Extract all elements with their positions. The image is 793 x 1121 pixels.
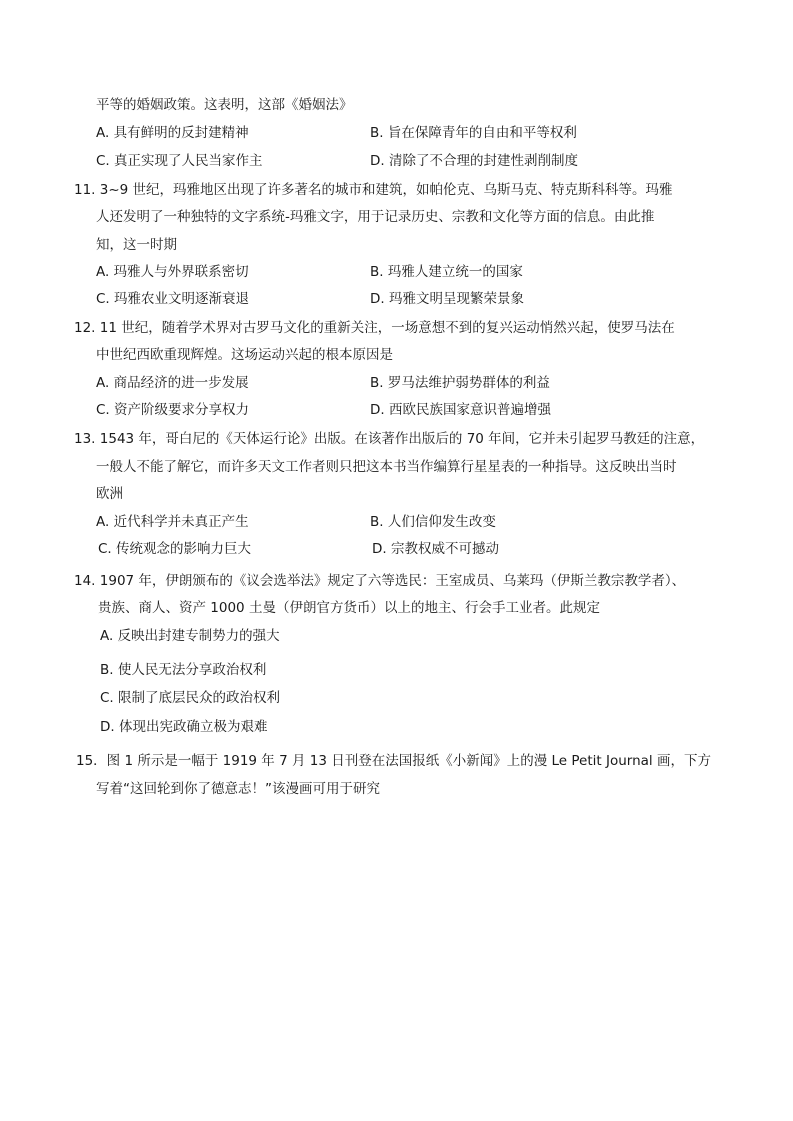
q15-stem-line-2: 写着“这回轮到你了德意志！”该漫画可用于研究 xyxy=(96,781,380,797)
q15-stem-line-1: 15．图 1 所示是一幅于 1919 年 7 月 13 日刊登在法国报纸《小新闻》上的漫 Le Petit Journal 画，下方 xyxy=(76,753,711,769)
q13-option-b[interactable]: B. 人们信仰发生改变 xyxy=(370,514,496,530)
q10-option-a[interactable]: A. 具有鲜明的反封建精神 xyxy=(96,125,249,141)
q12-option-c[interactable]: C. 资产阶级要求分享权力 xyxy=(96,402,250,418)
q11-option-c[interactable]: C. 玛雅农业文明逐渐衰退 xyxy=(96,291,250,307)
q14-option-c[interactable]: C. 限制了底层民众的政治权利 xyxy=(100,690,281,706)
q13-option-c[interactable]: C. 传统观念的影响力巨大 xyxy=(98,541,252,557)
q11-stem-line-3: 知，这一时期 xyxy=(96,237,177,253)
q10-option-d[interactable]: D. 清除了不合理的封建性剥削制度 xyxy=(370,153,578,169)
q12-stem-line-1: 12. 11 世纪，随着学术界对古罗马文化的重新关注，一场意想不到的复兴运动悄然兴起，使罗马法在 xyxy=(74,320,675,336)
q11-option-b[interactable]: B. 玛雅人建立统一的国家 xyxy=(370,264,523,280)
q11-option-d[interactable]: D. 玛雅文明呈现繁荣景象 xyxy=(370,291,524,307)
q11-stem-line-1: 11. 3~9 世纪，玛雅地区出现了许多著名的城市和建筑，如帕伦克、乌斯马克、特克斯科科等。玛雅 xyxy=(74,182,673,198)
q13-stem-line-2: 一般人不能了解它，而许多天文工作者则只把这本书当作编算行星星表的一种指导。这反映出当时 xyxy=(96,459,677,475)
q14-stem-line-1: 14. 1907 年，伊朗颁布的《议会选举法》规定了六等选民：王室成员、乌莱玛（伊斯兰教宗教学者）、 xyxy=(74,573,686,589)
q14-option-d[interactable]: D. 体现出宪政确立极为艰难 xyxy=(100,719,268,735)
q12-option-b[interactable]: B. 罗马法维护弱势群体的利益 xyxy=(370,375,550,391)
q13-stem-line-3: 欧洲 xyxy=(96,486,123,502)
q12-option-d[interactable]: D. 西欧民族国家意识普遍增强 xyxy=(370,402,551,418)
q12-stem-line-2: 中世纪西欧重现辉煌。这场运动兴起的根本原因是 xyxy=(96,347,393,363)
q10-stem-continuation: 平等的婚姻政策。这表明，这部《婚姻法》 xyxy=(96,97,353,113)
q13-option-d[interactable]: D. 宗教权威不可撼动 xyxy=(372,541,499,557)
q13-stem-line-1: 13. 1543 年，哥白尼的《天体运行论》出版。在该著作出版后的 70 年间，它并未引起罗马教廷的注意， xyxy=(74,431,705,447)
q14-option-b[interactable]: B. 使人民无法分享政治权利 xyxy=(100,662,267,678)
q11-stem-line-2: 人还发明了一种独特的文字系统-玛雅文字，用于记录历史、宗教和文化等方面的信息。由此推 xyxy=(96,209,655,225)
q14-option-a[interactable]: A. 反映出封建专制势力的强大 xyxy=(100,628,280,644)
q10-option-b[interactable]: B. 旨在保障青年的自由和平等权利 xyxy=(370,125,577,141)
q12-option-a[interactable]: A. 商品经济的进一步发展 xyxy=(96,375,249,391)
q14-stem-line-2: 贵族、商人、资产 1000 土曼（伊朗官方货币）以上的地主、行会手工业者。此规定 xyxy=(98,600,600,616)
q11-option-a[interactable]: A. 玛雅人与外界联系密切 xyxy=(96,264,249,280)
q13-option-a[interactable]: A. 近代科学并未真正产生 xyxy=(96,514,249,530)
q10-option-c[interactable]: C. 真正实现了人民当家作主 xyxy=(96,153,263,169)
